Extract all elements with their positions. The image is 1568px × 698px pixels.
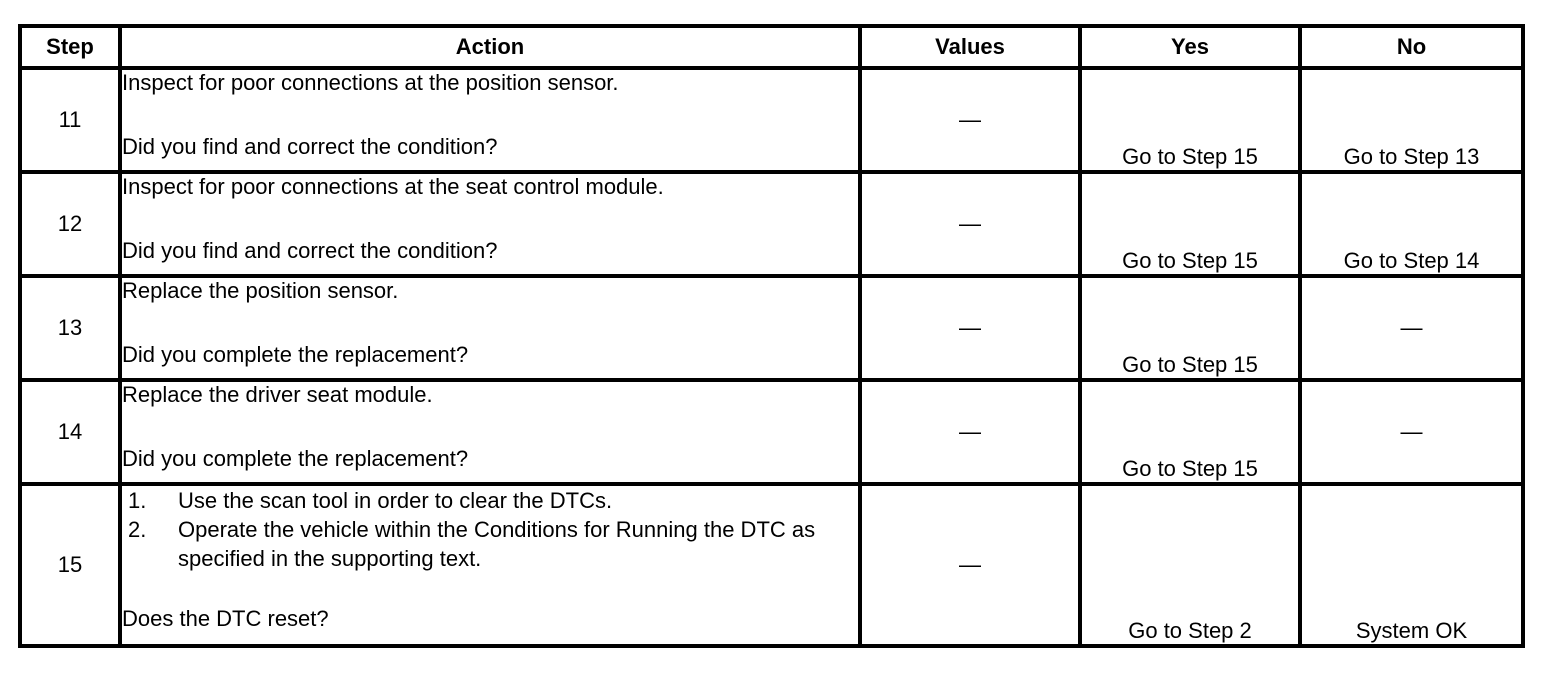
no-cell: — <box>1300 380 1523 484</box>
action-cell <box>120 380 860 484</box>
table-header-row <box>20 26 1523 68</box>
substep-text: Use the scan tool in order to clear the DTCs. <box>178 488 613 513</box>
values-cell: — <box>860 172 1080 276</box>
step-number: 13 <box>20 276 120 380</box>
action-instruction: Replace the driver seat module. <box>122 382 433 407</box>
header-step: Step <box>20 26 120 68</box>
action-cell <box>120 68 860 172</box>
table-row <box>20 172 1523 276</box>
table-row <box>20 68 1523 172</box>
no-cell: — <box>1300 276 1523 380</box>
substep-text: Operate the vehicle within the Conditions for Running the DTC as specified in the supporting text. <box>178 517 816 571</box>
yes-cell: Go to Step 15 <box>1080 68 1300 172</box>
substep-list <box>122 486 858 573</box>
values-cell: — <box>860 484 1080 646</box>
action-question: Did you complete the replacement? <box>122 446 469 471</box>
no-cell: Go to Step 13 <box>1300 68 1523 172</box>
step-number: 15 <box>20 484 120 646</box>
action-question: Did you find and correct the condition? <box>122 238 498 263</box>
no-cell: System OK <box>1300 484 1523 646</box>
diagnostic-steps-table <box>18 24 1525 648</box>
header-no: No <box>1300 26 1523 68</box>
header-action: Action <box>120 26 860 68</box>
table-row <box>20 484 1523 646</box>
substep-number: 2. <box>128 517 147 542</box>
action-question: Does the DTC reset? <box>122 606 329 631</box>
action-instruction: Inspect for poor connections at the position sensor. <box>122 70 619 95</box>
step-number: 14 <box>20 380 120 484</box>
action-question: Did you complete the replacement? <box>122 342 469 367</box>
yes-cell: Go to Step 2 <box>1080 484 1300 646</box>
step-number: 12 <box>20 172 120 276</box>
yes-cell: Go to Step 15 <box>1080 276 1300 380</box>
substep-item <box>128 515 858 573</box>
action-cell <box>120 172 860 276</box>
no-cell: Go to Step 14 <box>1300 172 1523 276</box>
header-yes: Yes <box>1080 26 1300 68</box>
action-question: Did you find and correct the condition? <box>122 134 498 159</box>
values-cell: — <box>860 68 1080 172</box>
action-cell <box>120 276 860 380</box>
action-instruction: Replace the position sensor. <box>122 278 399 303</box>
action-cell <box>120 484 860 646</box>
yes-cell: Go to Step 15 <box>1080 172 1300 276</box>
step-number: 11 <box>20 68 120 172</box>
table-row <box>20 276 1523 380</box>
values-cell: — <box>860 380 1080 484</box>
header-values: Values <box>860 26 1080 68</box>
values-cell: — <box>860 276 1080 380</box>
yes-cell: Go to Step 15 <box>1080 380 1300 484</box>
substep-item <box>128 486 858 515</box>
action-instruction: Inspect for poor connections at the seat control module. <box>122 174 664 199</box>
substep-number: 1. <box>128 488 147 513</box>
table-row <box>20 380 1523 484</box>
